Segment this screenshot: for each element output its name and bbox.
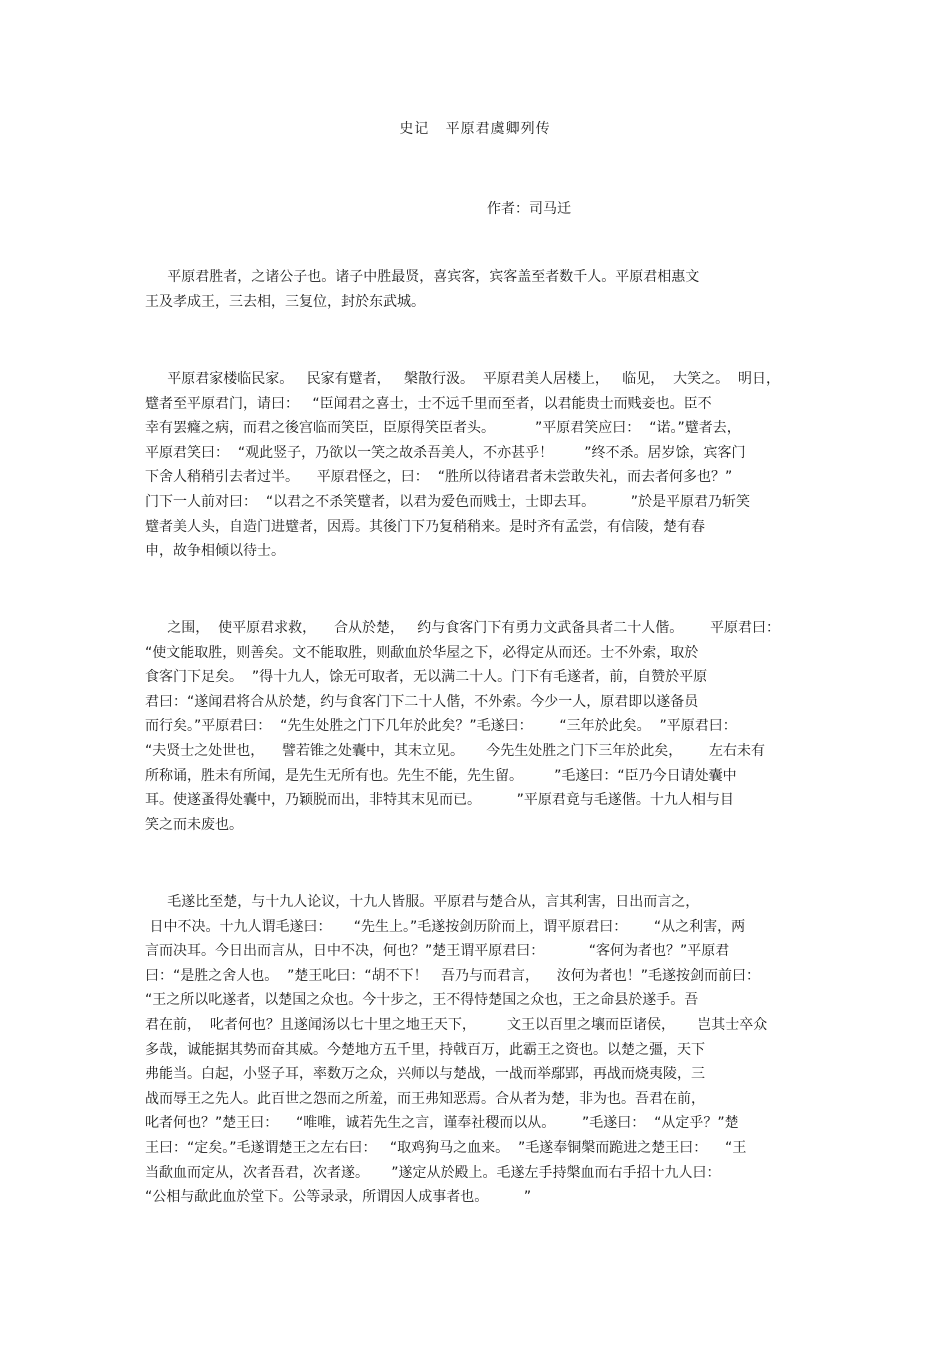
paragraph-line: 战而辱王之先人。此百世之怨而之所羞，而王弗知恶焉。合从者为楚，非为也。吾君在前， xyxy=(145,1090,705,1107)
paragraph-line: 门下一人前对曰： “以君之不杀笑躄者，以君为爱色而贱士，士即去耳。 ”於是平原君乃斩笑 xyxy=(145,493,751,510)
paragraph-line: “公相与歃此血於堂下。公等录录，所谓因人成事者也。 ” xyxy=(145,1189,532,1206)
paragraph-1 xyxy=(145,265,815,314)
paragraph-line: 之围， 使平原君求救， 合从於楚， 约与食客门下有勇力文武备具者二十人偕。 平原君曰： xyxy=(145,620,781,636)
paragraph-line: 言而决耳。今日出而言从，日中不决，何也？”楚王谓平原君曰： “客何为者也？”平原君 xyxy=(145,943,730,960)
paragraph-line: 弗能当。白起，小竖子耳，率数万之众，兴师以与楚战，一战而举鄢郢，再战而烧夷陵，三 xyxy=(145,1066,705,1083)
paragraph-line: 日中不决。十九人谓毛遂曰： “先生上。”毛遂按剑历阶而上，谓平原君曰： “从之利害，两 xyxy=(145,918,746,935)
document-author: 作者：司马迁 xyxy=(487,201,571,217)
document-title: 史记 平原君虞卿列传 xyxy=(399,121,551,137)
paragraph-line: 平原君家楼临民家。 民家有躄者， 槃散行汲。 平原君美人居楼上， 临见， 大笑之。 明日， xyxy=(145,371,781,387)
paragraph-line: “王之所以叱遂者，以楚国之众也。今十步之，王不得恃楚国之众也，王之命县於遂手。吾 xyxy=(145,992,699,1009)
paragraph-line: 躄者美人头，自造门进躄者，因焉。其後门下乃复稍稍来。是时齐有孟尝，有信陵，楚有春 xyxy=(145,518,705,535)
paragraph-line: 下舍人稍稍引去者过半。 平原君怪之，曰： “胜所以待诸君者未尝敢失礼，而去者何多也？” xyxy=(145,469,733,486)
paragraph-line: 王曰：“定矣。”毛遂谓楚王之左右曰： “取鸡狗马之血来。 ”毛遂奉铜槃而跪进之楚王曰： “王 xyxy=(145,1139,747,1156)
paragraph-line: 叱者何也？”楚王曰： “唯唯，诚若先生之言，谨奉社稷而以从。 ”毛遂曰： “从定乎？”楚 xyxy=(145,1115,739,1132)
paragraph-line: 平原君胜者，之诸公子也。诸子中胜最贤，喜宾客，宾客盖至者数千人。平原君相惠文 xyxy=(145,269,700,285)
paragraph-line: 君曰：“遂闻君将合从於楚，约与食客门下二十人偕，不外索。今少一人，原君即以遂备员 xyxy=(145,693,699,710)
paragraph-line: “夫贤士之处世也， 譬若锥之处囊中，其末立见。 今先生处胜之门下三年於此矣， 左右未有 xyxy=(145,742,766,759)
paragraph-3 xyxy=(145,616,815,837)
paragraph-line: 曰：“是胜之舍人也。 ”楚王叱曰：“胡不下！ 吾乃与而君言， 汝何为者也！”毛遂按剑而前曰： xyxy=(145,967,761,984)
paragraph-4 xyxy=(145,890,815,1210)
paragraph-line: 耳。使遂蚤得处囊中，乃颖脱而出，非特其末见而已。 ”平原君竟与毛遂偕。十九人相与目 xyxy=(145,792,734,809)
paragraph-line: 躄者至平原君门，请曰： “臣闻君之喜士，士不远千里而至者，以君能贵士而贱妾也。臣不 xyxy=(145,395,712,412)
paragraph-line: “使文能取胜，则善矣。文不能取胜，则歃血於华屋之下，必得定从而还。士不外索，取於 xyxy=(145,644,699,661)
paragraph-line: 幸有罢癃之病，而君之後宫临而笑臣，臣原得笑臣者头。 ”平原君笑应曰： “诺。”躄者去， xyxy=(145,420,741,437)
paragraph-line: 多哉，诚能据其势而奋其威。今楚地方五千里，持戟百万，此霸王之资也。以楚之彊，天下 xyxy=(145,1041,705,1058)
paragraph-line: 而行矣。”平原君曰： “先生处胜之门下几年於此矣？”毛遂曰： “三年於此矣。 ”平原君曰： xyxy=(145,718,737,735)
paragraph-2 xyxy=(145,367,815,564)
paragraph-line: 毛遂比至楚，与十九人论议，十九人皆服。平原君与楚合从，言其利害，日出而言之， xyxy=(145,894,700,910)
paragraph-line: 食客门下足矣。 ”得十九人，馀无可取者，无以满二十人。门下有毛遂者，前，自赞於平原 xyxy=(145,669,708,686)
paragraph-line: 君在前， 叱者何也？且遂闻汤以七十里之地王天下， 文王以百里之壤而臣诸侯， 岂其士卒众 xyxy=(145,1016,768,1033)
paragraph-line: 笑之而未废也。 xyxy=(145,816,243,833)
paragraph-line: 平原君笑曰： “观此竖子，乃欲以一笑之故杀吾美人，不亦甚乎！ ”终不杀。居岁馀，宾客门 xyxy=(145,444,746,461)
paragraph-line: 当歃血而定从，次者吾君，次者遂。 ”遂定从於殿上。毛遂左手持槃血而右手招十九人曰： xyxy=(145,1164,721,1181)
paragraph-line: 所称诵，胜未有所闻，是先生无所有也。先生不能，先生留。 ”毛遂曰：“臣乃今日请处囊中 xyxy=(145,767,737,784)
paragraph-line: 申，故争相倾以待士。 xyxy=(145,543,285,560)
paragraph-line: 王及孝成王，三去相，三复位，封於东武城。 xyxy=(145,293,425,310)
